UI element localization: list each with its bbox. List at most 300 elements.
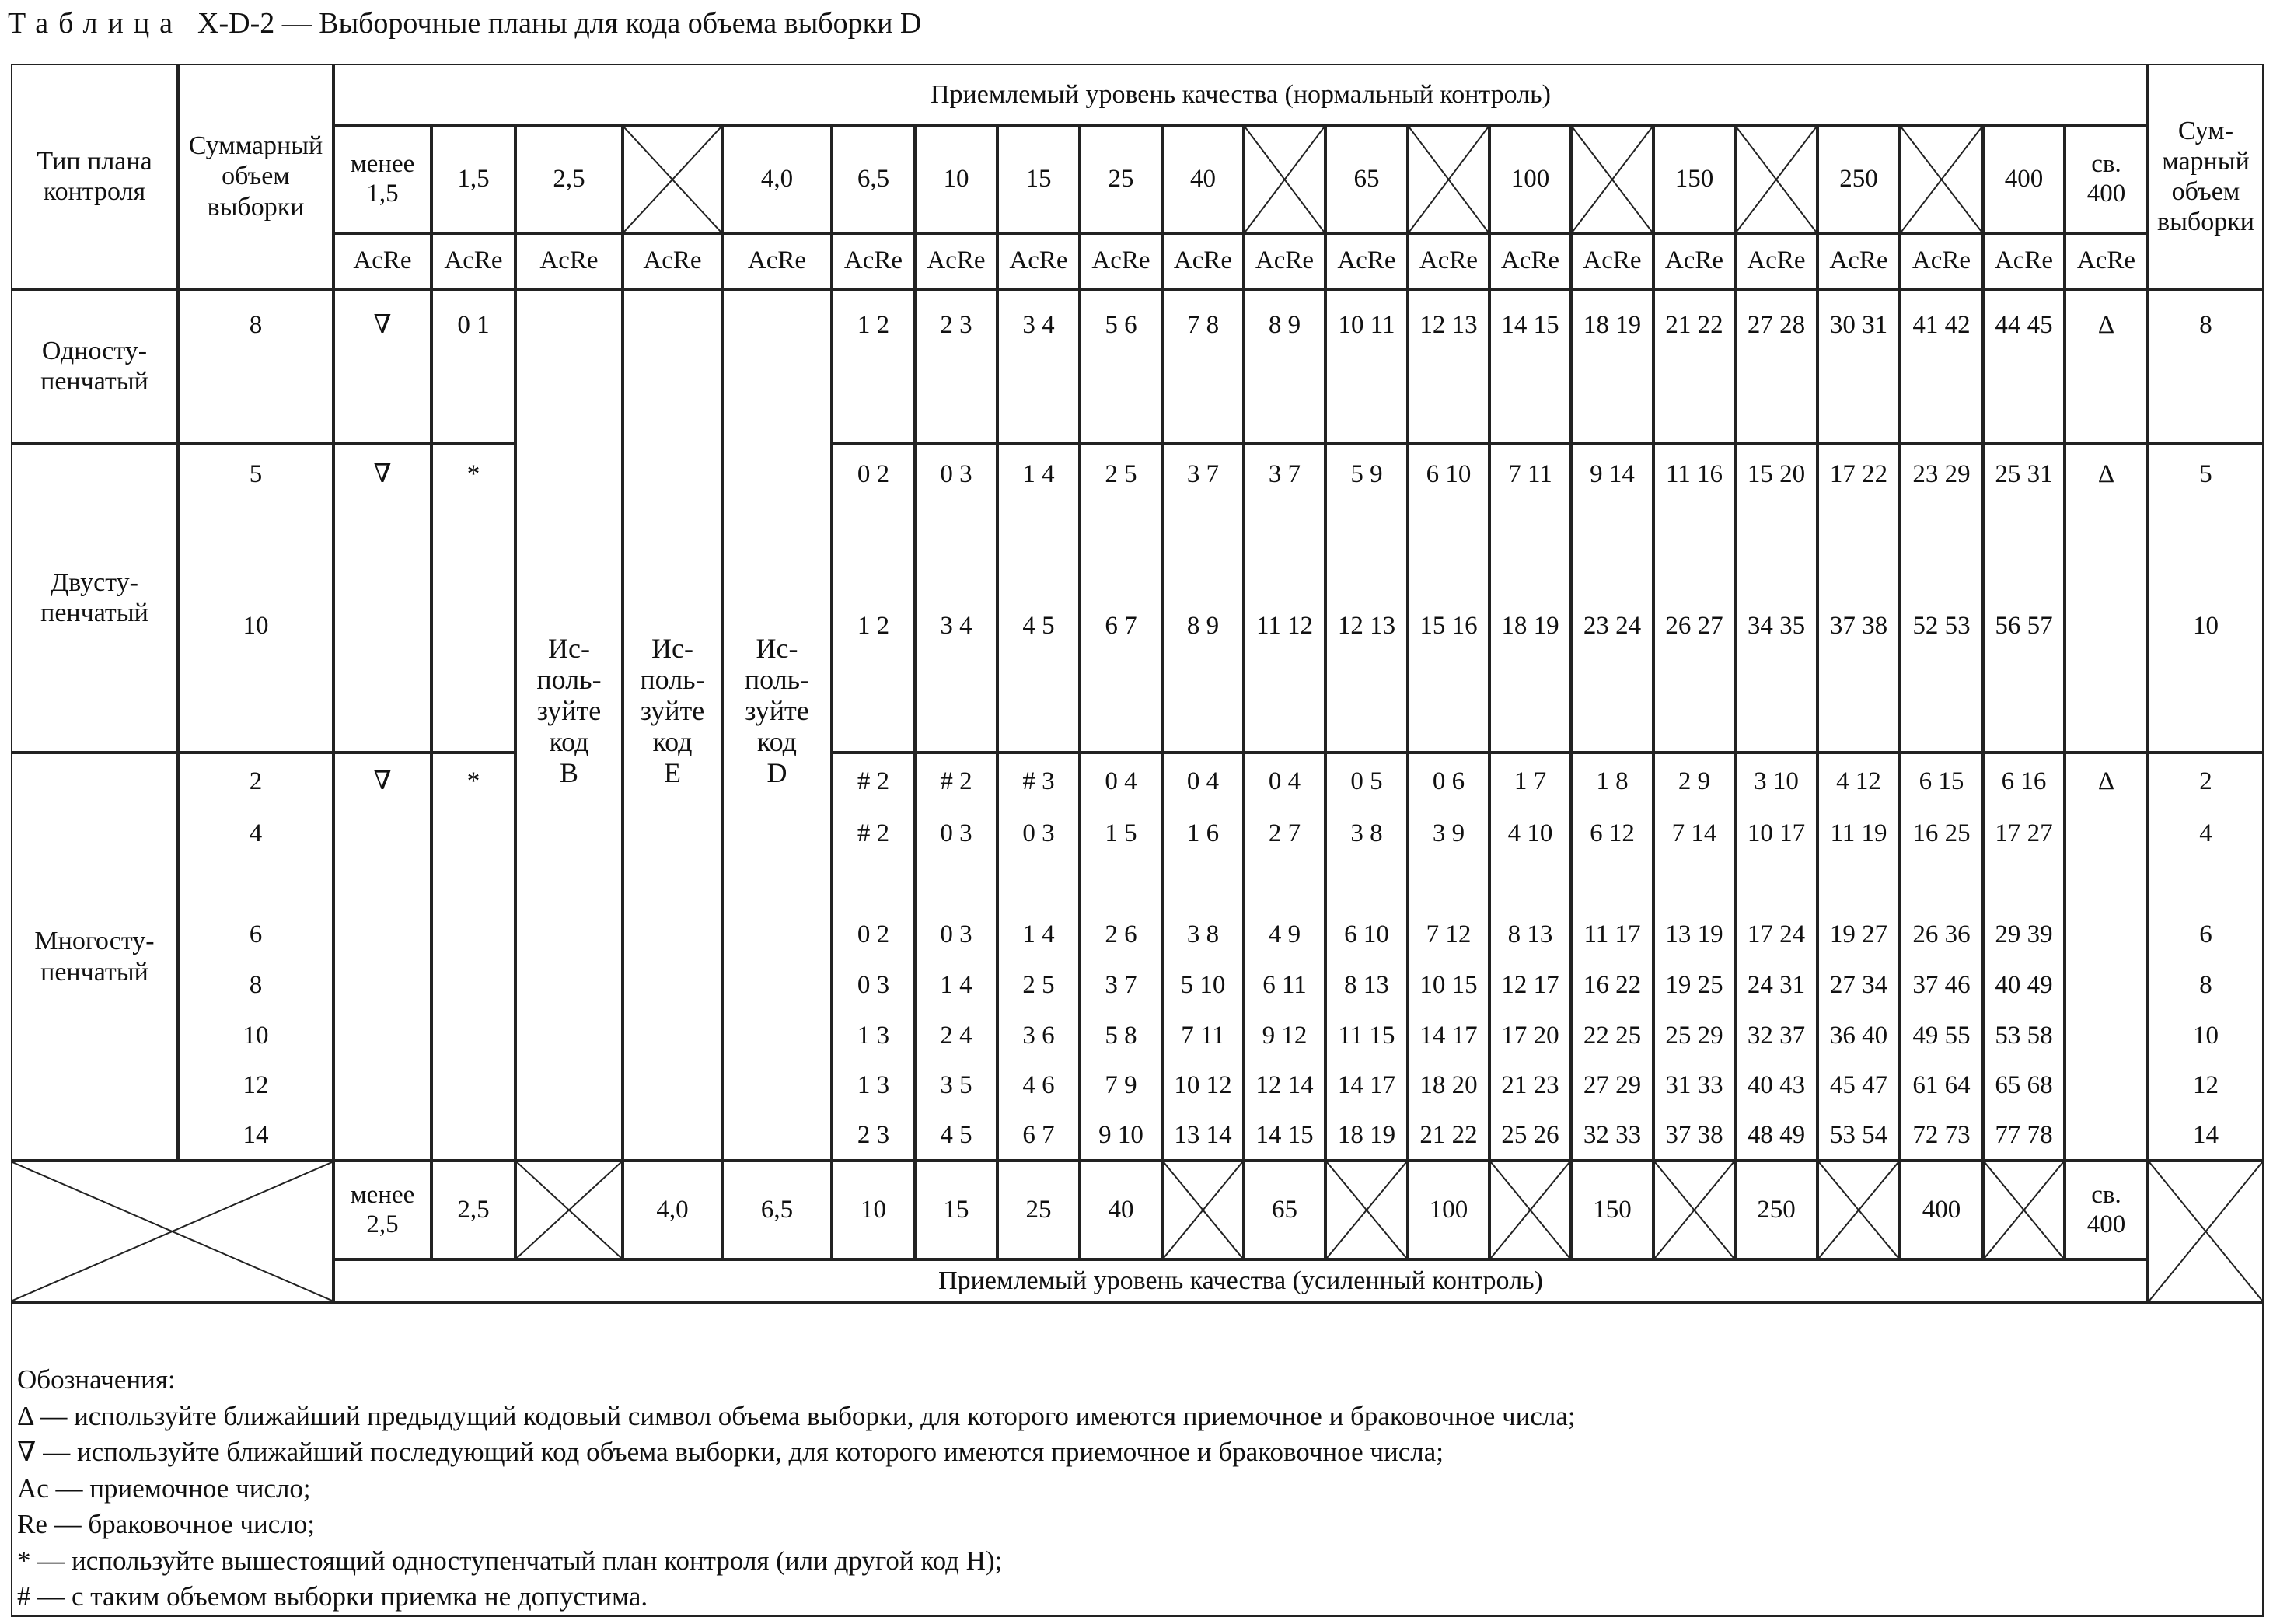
tight-col-14 — [1571, 1161, 1653, 1259]
acre-value: 53 54 — [1829, 1121, 1888, 1149]
aql-col-6 — [915, 126, 997, 233]
acre-column-cell — [1325, 753, 1408, 1161]
acre-header — [832, 233, 915, 289]
acre-value: 4 12 — [1836, 767, 1881, 795]
acre-value: 8 13 — [1344, 971, 1389, 999]
acre-value: 3 6 — [1022, 1022, 1055, 1049]
acre-header — [431, 233, 515, 289]
sample-size-value: 10 — [243, 1022, 269, 1049]
tight-col-12-text: 100 — [1429, 1195, 1468, 1224]
acre-header-text: AcRe — [843, 246, 903, 275]
acre-value: 0 3 — [857, 971, 890, 999]
tight-col-16 — [1735, 1161, 1817, 1259]
acre-value: 26 27 — [1665, 612, 1723, 640]
acre-column-cell — [1571, 753, 1653, 1161]
acre-header-text: AcRe — [1419, 246, 1479, 275]
acre-value: 5 8 — [1105, 1022, 1137, 1049]
acre-header — [333, 233, 431, 289]
tight-col-20 — [2065, 1161, 2148, 1259]
aql-col-crossed — [1571, 126, 1653, 233]
acre-header-text: AcRe — [1337, 246, 1396, 275]
aql-col-8 — [1080, 126, 1162, 233]
acre-value: 7 11 — [1508, 460, 1552, 488]
aql-col-5 — [832, 126, 915, 233]
tight-col-20-text: св. 400 — [2086, 1180, 2126, 1238]
acre-value: 4 5 — [940, 1121, 972, 1149]
plan-name-1-text: Двусту- пенчатый — [40, 568, 148, 627]
acre-header — [997, 233, 1080, 289]
col-15-cell — [431, 443, 515, 753]
acre-value: 7 14 — [1671, 819, 1717, 847]
acre-column-cell — [915, 443, 997, 753]
acre-header-text: AcRe — [353, 246, 412, 275]
acre-value: 27 28 — [1747, 311, 1806, 339]
sample-size-right-header-text: Сум- марный объем выборки — [2157, 116, 2254, 237]
tight-col-10 — [1244, 1161, 1325, 1259]
acre-header-text: AcRe — [1173, 246, 1233, 275]
acre-value: 10 15 — [1419, 971, 1478, 999]
acre-value: 6 7 — [1022, 1121, 1055, 1149]
acre-column-cell — [915, 289, 997, 443]
nabla-mark: ∇ — [373, 460, 392, 488]
aql-tightened-header — [333, 1259, 2148, 1302]
acre-value: 0 6 — [1432, 767, 1465, 795]
tight-col-0 — [333, 1161, 431, 1259]
acre-value: 14 17 — [1337, 1071, 1396, 1099]
acre-value: 16 25 — [1912, 819, 1971, 847]
sample-size-value: 12 — [2193, 1071, 2219, 1099]
acre-value: 34 35 — [1747, 612, 1806, 640]
aql-tightened-header-text: Приемлемый уровень качества (усиленный контроль) — [938, 1266, 1543, 1295]
acre-value: # 3 — [1022, 767, 1055, 795]
acre-value: 2 9 — [1678, 767, 1711, 795]
acre-value: 18 19 — [1501, 612, 1559, 640]
acre-value: 7 9 — [1105, 1071, 1137, 1099]
sample-size-value: 4 — [249, 819, 263, 847]
acre-header — [1900, 233, 1983, 289]
sample-size-value: 2 — [249, 767, 263, 795]
acre-value: 11 15 — [1338, 1022, 1395, 1049]
legend-item-ac: Ac — приемочное число; — [17, 1472, 311, 1504]
aql-col-15 — [1653, 126, 1735, 233]
acre-value: 49 55 — [1912, 1022, 1971, 1049]
acre-value: 3 7 — [1186, 460, 1220, 488]
acre-column-cell — [1900, 443, 1983, 753]
acre-header — [915, 233, 997, 289]
tightened-right-crossed — [2148, 1161, 2264, 1302]
sample-size-header — [178, 64, 333, 289]
aql-col-6-text: 10 — [943, 165, 969, 194]
acre-value: 22 25 — [1583, 1022, 1642, 1049]
acre-value: 40 49 — [1995, 971, 2053, 999]
acre-column-cell — [832, 443, 915, 753]
acre-value: 8 9 — [1186, 612, 1220, 640]
col-15-cell — [431, 289, 515, 443]
acre-value: 1 6 — [1186, 819, 1220, 847]
acre-column-cell — [1735, 753, 1817, 1161]
acre-value: 4 5 — [1022, 612, 1055, 640]
acre-column-cell — [1408, 289, 1489, 443]
acre-value: 1 8 — [1596, 767, 1629, 795]
acre-value: 0 3 — [940, 460, 972, 488]
delta-mark: Δ — [2097, 460, 2115, 488]
acre-value: 3 7 — [1268, 460, 1301, 488]
acre-header-text: AcRe — [1912, 246, 1971, 275]
acre-column-cell — [1817, 753, 1900, 1161]
aql-col-7 — [997, 126, 1080, 233]
aql-normal-header-text: Приемлемый уровень качества (нормальный контроль) — [930, 80, 1552, 110]
aql-col-8-text: 25 — [1108, 165, 1134, 194]
acre-header-text: AcRe — [1009, 246, 1068, 275]
acre-value: 4 9 — [1268, 920, 1301, 948]
sample-size-value: 8 — [249, 311, 263, 339]
sample-size-value: 8 — [2199, 311, 2212, 339]
acre-value: 25 26 — [1501, 1121, 1559, 1149]
acre-header — [1983, 233, 2065, 289]
acre-value: 21 23 — [1501, 1071, 1559, 1099]
acre-column-cell — [1408, 753, 1489, 1161]
acre-value: 10 17 — [1747, 819, 1806, 847]
use-code-text: Ис- поль- зуйте код D — [744, 633, 810, 788]
acre-column-cell — [1817, 443, 1900, 753]
acre-value: 1 5 — [1105, 819, 1137, 847]
acre-value: 5 9 — [1350, 460, 1383, 488]
tight-col-4 — [722, 1161, 832, 1259]
acre-column-cell — [1983, 753, 2065, 1161]
acre-column-cell — [1244, 753, 1325, 1161]
acre-value: 14 15 — [1255, 1121, 1314, 1149]
acre-value: 37 46 — [1912, 971, 1971, 999]
acre-column-cell — [1653, 753, 1735, 1161]
acre-value: 1 7 — [1514, 767, 1547, 795]
acre-value: 1 3 — [857, 1071, 890, 1099]
aql-col-17 — [1817, 126, 1900, 233]
acre-header-text: AcRe — [1091, 246, 1150, 275]
acre-value: 25 31 — [1995, 460, 2053, 488]
acre-column-cell — [1817, 289, 1900, 443]
acre-value: 18 19 — [1337, 1121, 1396, 1149]
acre-value: 14 15 — [1501, 311, 1559, 339]
tight-col-1 — [431, 1161, 515, 1259]
acre-value: 13 19 — [1665, 920, 1723, 948]
sample-size-value: 2 — [2199, 767, 2212, 795]
acre-column-cell — [1162, 289, 1244, 443]
plan-type-header — [11, 64, 178, 289]
acre-value: 31 33 — [1665, 1071, 1723, 1099]
aql-col-5-text: 6,5 — [857, 165, 890, 194]
aql-col-7-text: 15 — [1025, 165, 1052, 194]
tight-col-6 — [915, 1161, 997, 1259]
acre-value: 26 36 — [1912, 920, 1971, 948]
acre-value: # 2 — [857, 767, 890, 795]
tight-col-18 — [1900, 1161, 1983, 1259]
acre-value: 53 58 — [1995, 1022, 2053, 1049]
tight-col-10-text: 65 — [1272, 1195, 1297, 1224]
tight-col-14-text: 150 — [1593, 1195, 1632, 1224]
acre-column-cell — [1571, 289, 1653, 443]
legend-item-prev-code: Δ — используйте ближайший предыдущий кодовый символ объема выборки, для которого имеются приемочное и браковочное числа; — [17, 1400, 1576, 1431]
tight-col-8 — [1080, 1161, 1162, 1259]
tight-col-crossed — [1489, 1161, 1571, 1259]
acre-column-cell — [1900, 289, 1983, 443]
use-code-note — [623, 289, 722, 1161]
acre-value: 8 13 — [1507, 920, 1553, 948]
acre-value: 3 4 — [940, 612, 972, 640]
plan-name-0 — [11, 289, 178, 443]
acre-column-cell — [1489, 753, 1571, 1161]
acre-value: 4 10 — [1507, 819, 1553, 847]
aql-col-crossed — [1244, 126, 1325, 233]
acre-value: 1 4 — [940, 971, 972, 999]
acre-value: 6 10 — [1344, 920, 1389, 948]
acre-header-text: AcRe — [1664, 246, 1724, 275]
acre-value: 11 12 — [1255, 612, 1314, 640]
tight-col-5 — [832, 1161, 915, 1259]
acre-value: 9 14 — [1590, 460, 1635, 488]
acre-value: 44 45 — [1995, 311, 2053, 339]
acre-value: 17 20 — [1501, 1022, 1559, 1049]
delta-mark: Δ — [2097, 311, 2115, 339]
nabla-mark: ∇ — [373, 311, 392, 339]
acre-value: 27 29 — [1583, 1071, 1642, 1099]
sample-size-right-cell — [2148, 753, 2264, 1161]
col-lt15-cell — [333, 289, 431, 443]
acre-value: 11 16 — [1665, 460, 1723, 488]
acre-value: 10 11 — [1338, 311, 1395, 339]
plan-name-2-text: Многосту- пенчатый — [34, 927, 155, 987]
acre-value: 6 10 — [1426, 460, 1472, 488]
acre-column-cell — [1408, 443, 1489, 753]
acre-header — [1244, 233, 1325, 289]
col-lt15-cell — [333, 443, 431, 753]
acre-value: 3 10 — [1754, 767, 1799, 795]
acre-value: 21 22 — [1665, 311, 1723, 339]
acre-value: 17 24 — [1747, 920, 1806, 948]
acre-value: 40 43 — [1747, 1071, 1806, 1099]
acre-column-cell — [1900, 753, 1983, 1161]
acre-value: 6 16 — [2001, 767, 2047, 795]
aql-col-15-text: 150 — [1674, 165, 1714, 194]
acre-header-text: AcRe — [444, 246, 503, 275]
sample-size-cell — [178, 443, 333, 753]
legend-item-star: * — используйте вышестоящий одноступенчатый план контроля (или другой код H); — [17, 1545, 1003, 1576]
acre-value: 12 13 — [1337, 612, 1396, 640]
acre-value: 2 6 — [1105, 920, 1137, 948]
use-code-text: Ис- поль- зуйте код E — [640, 633, 705, 788]
legend-item-hash: # — с таким объемом выборки приемка не допустима. — [17, 1581, 648, 1612]
acre-value: 23 24 — [1583, 612, 1642, 640]
acre-value: 7 12 — [1426, 920, 1472, 948]
tight-col-18-text: 400 — [1922, 1195, 1961, 1224]
legend — [17, 1362, 1576, 1615]
acre-value: 1 4 — [1022, 920, 1055, 948]
acre-value: 0 4 — [1105, 767, 1137, 795]
acre-header — [2065, 233, 2148, 289]
acre-value: 11 19 — [1830, 819, 1887, 847]
acre-value: 3 9 — [1432, 819, 1465, 847]
acre-value: 37 38 — [1829, 612, 1888, 640]
star-mark: * — [466, 460, 480, 488]
acre-value: 27 34 — [1829, 971, 1888, 999]
acre-header-text: AcRe — [643, 246, 702, 275]
aql-col-9 — [1162, 126, 1244, 233]
sample-size-value: 12 — [243, 1071, 269, 1099]
acre-value: 24 31 — [1747, 971, 1806, 999]
acre-value: 25 29 — [1665, 1022, 1723, 1049]
acre-header — [1817, 233, 1900, 289]
acre-value: 19 25 — [1665, 971, 1723, 999]
tightened-corner-crossed — [11, 1161, 333, 1302]
sample-size-value: 4 — [2199, 819, 2212, 847]
tight-col-crossed — [1983, 1161, 2065, 1259]
aql-col-19-text: 400 — [2004, 165, 2044, 194]
acre-column-cell — [1571, 443, 1653, 753]
plan-name-1 — [11, 443, 178, 753]
nabla-mark: ∇ — [373, 767, 392, 795]
acre-value: 0 4 — [1186, 767, 1220, 795]
acre-value: 18 20 — [1419, 1071, 1478, 1099]
aql-col-1 — [431, 126, 515, 233]
aql-col-crossed — [1735, 126, 1817, 233]
acre-value: 45 47 — [1829, 1071, 1888, 1099]
acre-value: 0 1 — [457, 311, 490, 339]
sample-size-value: 6 — [249, 920, 263, 948]
tight-col-16-text: 250 — [1757, 1195, 1796, 1224]
acre-value: 41 42 — [1912, 311, 1971, 339]
acre-value: 12 17 — [1501, 971, 1559, 999]
acre-header — [1653, 233, 1735, 289]
tight-col-0-text: менее 2,5 — [350, 1180, 415, 1238]
acre-column-cell — [1080, 753, 1162, 1161]
acre-header — [515, 233, 623, 289]
use-code-text: Ис- поль- зуйте код B — [536, 633, 602, 788]
acre-column-cell — [1983, 443, 2065, 753]
aql-col-2 — [515, 126, 623, 233]
sample-size-value: 10 — [2193, 612, 2219, 640]
acre-value: 21 22 — [1419, 1121, 1478, 1149]
acre-value: 19 27 — [1829, 920, 1888, 948]
sample-size-value: 14 — [2193, 1121, 2219, 1149]
acre-value: 0 3 — [940, 819, 972, 847]
acre-header-text: AcRe — [1747, 246, 1806, 275]
sample-size-value: 5 — [249, 460, 263, 488]
acre-column-cell — [1735, 289, 1817, 443]
acre-header-text: AcRe — [927, 246, 986, 275]
tight-col-3-text: 4,0 — [656, 1195, 689, 1224]
sample-size-value: 14 — [243, 1121, 269, 1149]
tight-col-8-text: 40 — [1108, 1195, 1134, 1224]
acre-column-cell — [1244, 443, 1325, 753]
use-code-note — [722, 289, 832, 1161]
acre-value: 0 2 — [857, 460, 890, 488]
acre-header-text: AcRe — [1829, 246, 1888, 275]
acre-value: 1 3 — [857, 1022, 890, 1049]
acre-value: 2 3 — [940, 311, 972, 339]
acre-value: 6 11 — [1262, 971, 1307, 999]
acre-column-cell — [1653, 443, 1735, 753]
title-prefix: Таблица — [8, 7, 183, 40]
plan-name-0-text: Односту- пенчатый — [40, 336, 148, 396]
tight-col-crossed — [1817, 1161, 1900, 1259]
legend-title: Обозначения: — [17, 1364, 176, 1395]
acre-value: 17 27 — [1995, 819, 2053, 847]
acre-header — [1489, 233, 1571, 289]
acre-column-cell — [915, 753, 997, 1161]
sample-size-right-cell — [2148, 289, 2264, 443]
acre-value: 16 22 — [1583, 971, 1642, 999]
acre-value: # 2 — [857, 819, 890, 847]
sample-size-cell — [178, 753, 333, 1161]
aql-col-crossed — [623, 126, 722, 233]
acre-header-text: AcRe — [1583, 246, 1642, 275]
aql-col-19 — [1983, 126, 2065, 233]
acre-value: 65 68 — [1995, 1071, 2053, 1099]
acre-value: 10 12 — [1174, 1071, 1232, 1099]
acre-value: 0 3 — [940, 920, 972, 948]
acre-header-text: AcRe — [1500, 246, 1560, 275]
acre-header-text: AcRe — [747, 246, 807, 275]
acre-header-text: AcRe — [2076, 246, 2136, 275]
acre-value: 48 49 — [1747, 1121, 1806, 1149]
acre-column-cell — [997, 753, 1080, 1161]
acre-value: 6 15 — [1919, 767, 1964, 795]
plan-name-2 — [11, 753, 178, 1161]
acre-header — [1325, 233, 1408, 289]
acre-value: 72 73 — [1912, 1121, 1971, 1149]
acre-value: 77 78 — [1995, 1121, 2053, 1149]
sample-size-value: 6 — [2199, 920, 2212, 948]
acre-value: 8 9 — [1268, 311, 1301, 339]
aql-col-17-text: 250 — [1839, 165, 1878, 194]
delta-mark: Δ — [2097, 767, 2115, 795]
sample-size-value: 8 — [2199, 971, 2212, 999]
acre-value: 2 7 — [1268, 819, 1301, 847]
tight-col-7-text: 25 — [1025, 1195, 1052, 1224]
star-mark: * — [466, 767, 480, 795]
tight-col-6-text: 15 — [943, 1195, 969, 1224]
tight-col-3 — [623, 1161, 722, 1259]
acre-value: 4 6 — [1022, 1071, 1055, 1099]
acre-column-cell — [1244, 289, 1325, 443]
tight-col-crossed — [1653, 1161, 1735, 1259]
acre-value: 3 8 — [1186, 920, 1220, 948]
tight-col-5-text: 10 — [861, 1195, 886, 1224]
aql-col-crossed — [1408, 126, 1489, 233]
tight-col-crossed — [1162, 1161, 1244, 1259]
tight-col-1-text: 2,5 — [457, 1195, 490, 1224]
col-gt400-cell — [2065, 289, 2148, 443]
acre-value: 36 40 — [1829, 1022, 1888, 1049]
aql-col-2-text: 2,5 — [553, 165, 585, 194]
acre-value: 37 38 — [1665, 1121, 1723, 1149]
tight-col-12 — [1408, 1161, 1489, 1259]
acre-value: 56 57 — [1995, 612, 2053, 640]
acre-value: 2 4 — [940, 1022, 972, 1049]
acre-value: 12 13 — [1419, 311, 1478, 339]
acre-value: 1 2 — [857, 311, 890, 339]
aql-col-1-text: 1,5 — [457, 165, 490, 194]
tight-col-4-text: 6,5 — [760, 1195, 794, 1224]
acre-value: 9 12 — [1262, 1022, 1308, 1049]
aql-col-9-text: 40 — [1190, 165, 1216, 194]
acre-column-cell — [1489, 289, 1571, 443]
aql-col-20-text: св. 400 — [2086, 150, 2126, 208]
acre-column-cell — [832, 289, 915, 443]
acre-value: 52 53 — [1912, 612, 1971, 640]
acre-column-cell — [1983, 289, 2065, 443]
aql-col-crossed — [1900, 126, 1983, 233]
acre-header — [1162, 233, 1244, 289]
